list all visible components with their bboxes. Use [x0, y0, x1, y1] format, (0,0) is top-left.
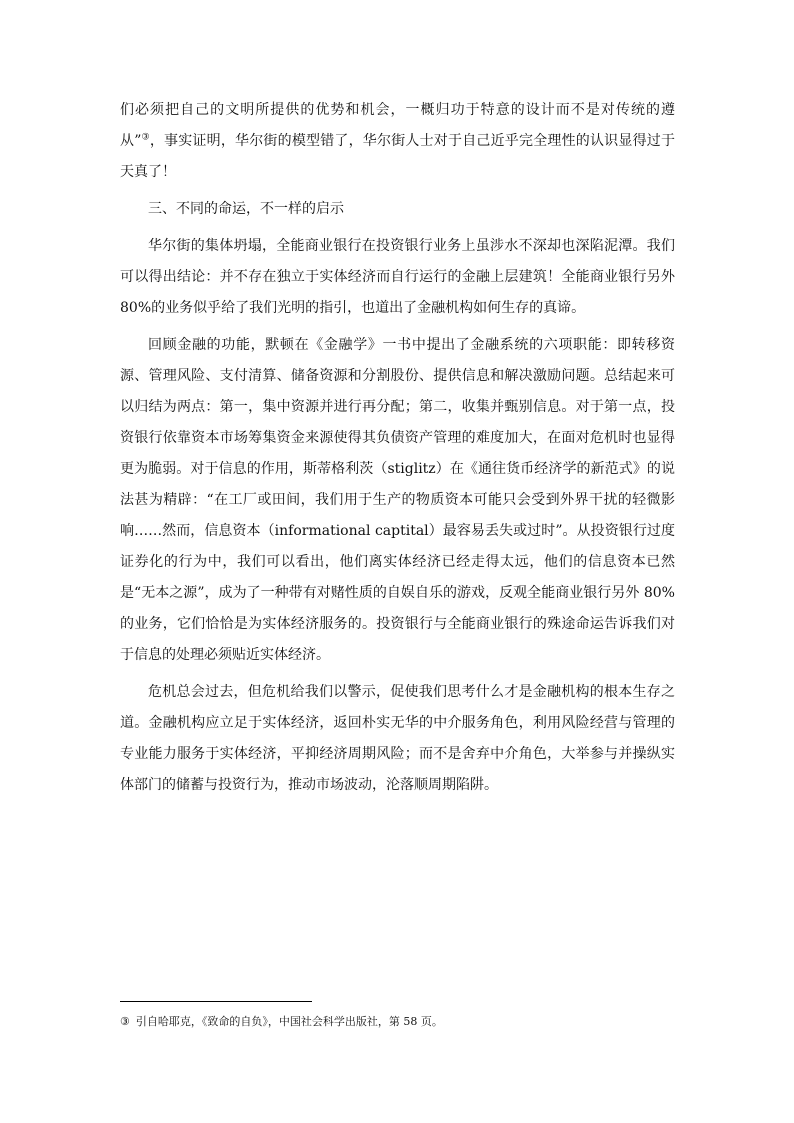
footnote — [120, 1014, 675, 1030]
footnote-mark: ③ — [120, 1015, 130, 1028]
footnote-divider — [120, 1001, 312, 1002]
paragraph-continuation-text-2: ，事实证明，华尔街的模型错了，华尔街人士对于自己近乎完全理性的认识显得过于天真了！ — [120, 133, 675, 180]
paragraph-2: 华尔街的集体坍塌，全能商业银行在投资银行业务上虽涉水不深却也深陷泥潭。我们可以得出结论：并不存在独立于实体经济而自行运行的金融上层建筑！全能商业银行另外 80%的业务似乎给了我们光明的指引，也道出了金融机构如何生存的真谛。 — [120, 238, 675, 316]
section-heading: 三、不同的命运，不一样的启示 — [148, 201, 344, 217]
paragraph-continuation-text: 们必须把自己的文明所提供的优势和机会，一概归功于特意的设计而不是对传统的遵从” — [120, 102, 675, 149]
paragraph-continuation — [120, 95, 675, 188]
body-text — [120, 95, 675, 801]
paragraph-3: 回顾金融的功能，默顿在《金融学》一书中提出了金融系统的六项职能：即转移资源、管理风险、支付清算、储备资源和分割股份、提供信息和解决激励问题。总结起来可以归结为两点：第一，集中资源并进行再分配；第二，收集并甄别信息。对于第一点，投资银行依靠资本市场筹集资金来源使得其负债资产管理的难度加大，在面对危机时也显得更为脆弱。对于信息的作用，斯蒂格利茨（stiglitz）在《通往货币经济学的新范式》的说法甚为精辟：“在工厂或田间，我们用于生产的物质资本可能只会受到外界干扰的轻微影响……然而，信息资本（informational captital）最容易丢失或过时”。从投资银行过度证券化的行为中，我们可以看出，他们离实体经济已经走得太远，他们的信息资本已然是“无本之源”，成为了一种带有对赌性质的自娱自乐的游戏，反观全能商业银行另外 80%的业务，它们恰恰是为实体经济服务的。投资银行与全能商业银行的殊途命运告诉我们对于信息的处理必须贴近实体经济。 — [120, 337, 675, 663]
footnote-reference: ③ — [141, 132, 150, 143]
paragraph-4: 危机总会过去，但危机给我们以警示，促使我们思考什么才是金融机构的根本生存之道。金融机构应立足于实体经济，返回朴实无华的中介服务角色，利用风险经营与管理的专业能力服务于实体经济，平抑经济周期风险；而不是舍弃中介角色，大举参与并操纵实体部门的储蓄与投资行为，推动市场波动，沦落顺周期陷阱。 — [120, 684, 675, 793]
footnote-text: 引自哈耶克，《致命的自负》，中国社会科学出版社，第 58 页。 — [135, 1015, 443, 1028]
